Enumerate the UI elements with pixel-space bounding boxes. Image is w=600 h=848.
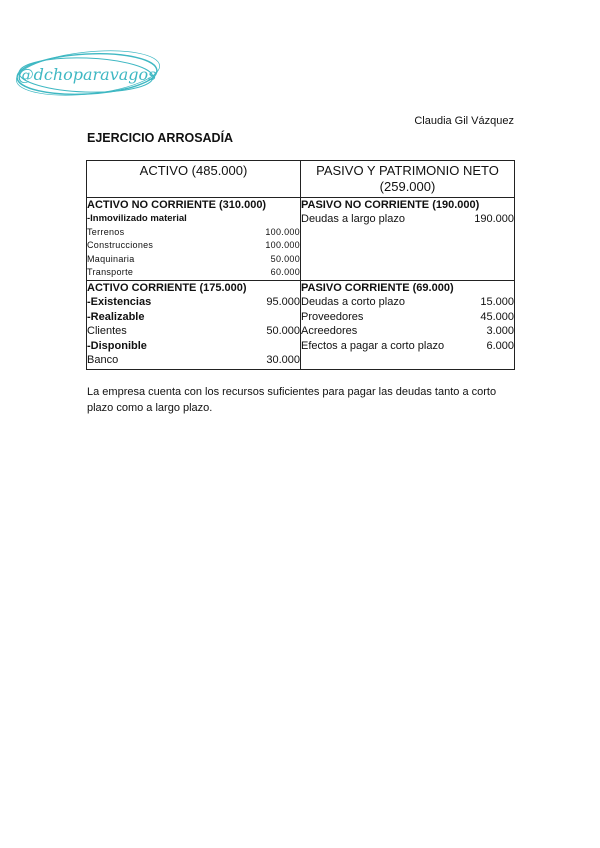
pasivo-corriente-cell: [301, 281, 515, 370]
list-item: Efectos a pagar a corto plazo 6.000: [301, 339, 514, 352]
pasivo-header: PASIVO Y PATRIMONIO NETO (259.000): [301, 161, 515, 198]
list-item: Construcciones 100.000: [87, 240, 300, 251]
inmovilizado-group: -Inmovilizado material: [87, 213, 187, 224]
activo-corriente-title: ACTIVO CORRIENTE (175.000): [87, 282, 247, 294]
activo-no-corriente-title: ACTIVO NO CORRIENTE (310.000): [87, 199, 267, 211]
disponible-group: -Disponible: [87, 339, 147, 352]
pasivo-no-corriente-cell: [301, 198, 515, 281]
pasivo-no-corriente-title: PASIVO NO CORRIENTE (190.000): [301, 199, 480, 211]
list-item: Clientes 50.000: [87, 325, 300, 337]
list-item: Maquinaria 50.000: [87, 253, 300, 264]
exercise-title: EJERCICIO ARROSADÍA: [87, 131, 234, 145]
list-item: Acreedores 3.000: [301, 325, 514, 337]
author-name: Claudia Gil Vázquez: [414, 115, 514, 127]
activo-no-corriente-cell: [87, 198, 301, 281]
list-item: Proveedores 45.000: [301, 310, 514, 323]
list-item: -Existencias 95.000: [87, 296, 300, 308]
pasivo-corriente-title: PASIVO CORRIENTE (69.000): [301, 282, 454, 294]
list-item: Deudas a largo plazo 190.000: [301, 213, 514, 225]
balance-sheet-table: [86, 160, 515, 370]
list-item: Terrenos 100.000: [87, 226, 300, 237]
conclusion-paragraph: La empresa cuenta con los recursos suficientes para pagar las deudas tanto a corto plazo como a largo plazo.: [87, 386, 497, 414]
activo-corriente-cell: [87, 281, 301, 370]
svg-text:@dchoparavagos: @dchoparavagos: [17, 65, 157, 84]
activo-header: ACTIVO (485.000): [87, 161, 301, 198]
realizable-group: -Realizable: [87, 310, 145, 323]
list-item: Banco 30.000: [87, 354, 300, 366]
logo: [12, 48, 162, 100]
list-item: Deudas a corto plazo 15.000: [301, 296, 514, 308]
list-item: Transporte 60.000: [87, 267, 300, 278]
